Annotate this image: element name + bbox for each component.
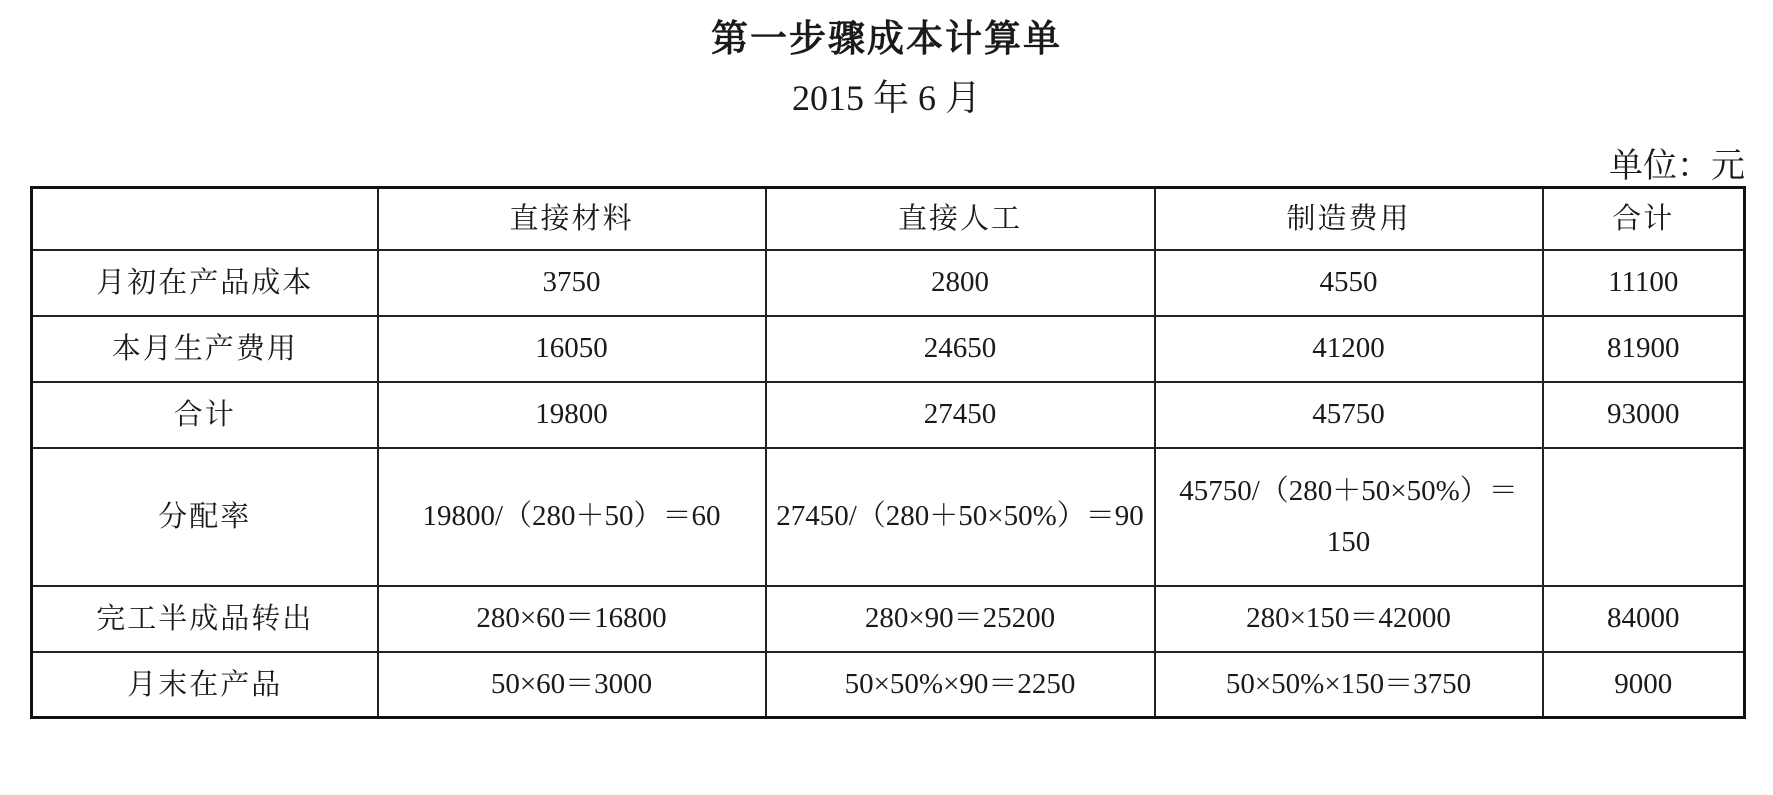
table-row: [32, 382, 1745, 448]
table-row: [32, 316, 1745, 382]
table-cell: 11100: [1543, 250, 1745, 316]
table-cell: 50×50%×90＝2250: [766, 652, 1155, 718]
table-cell: 19800/（280＋50）＝60: [378, 448, 766, 586]
table-cell: 19800: [378, 382, 766, 448]
table-cell: 50×60＝3000: [378, 652, 766, 718]
table-cell: 280×90＝25200: [766, 586, 1155, 652]
table-cell: [1543, 448, 1745, 586]
table-cell: 27450: [766, 382, 1155, 448]
table-cell: 81900: [1543, 316, 1745, 382]
table-cell: 16050: [378, 316, 766, 382]
header-manufacturing-overhead: 制造费用: [1155, 188, 1543, 250]
table-cell: 9000: [1543, 652, 1745, 718]
table-cell: 41200: [1155, 316, 1543, 382]
table-cell: 4550: [1155, 250, 1543, 316]
row-label: 本月生产费用: [32, 316, 378, 382]
document-date: 2015 年 6 月: [791, 78, 981, 118]
row-label: 完工半成品转出: [32, 586, 378, 652]
table-cell: 93000: [1543, 382, 1745, 448]
table-row: [32, 652, 1745, 718]
table-header-row: [32, 188, 1745, 250]
header-direct-labor: 直接人工: [766, 188, 1155, 250]
table-cell: 3750: [378, 250, 766, 316]
table-cell: 24650: [766, 316, 1155, 382]
table-row: [32, 586, 1745, 652]
table-cell: 2800: [766, 250, 1155, 316]
row-label: 分配率: [32, 448, 378, 586]
table-cell: 45750/（280＋50×50%）＝150: [1155, 448, 1543, 586]
table-cell: 280×150＝42000: [1155, 586, 1543, 652]
row-label: 合计: [32, 382, 378, 448]
row-label: 月初在产品成本: [32, 250, 378, 316]
header-cell-blank: [32, 188, 378, 250]
table-cell: 84000: [1543, 586, 1745, 652]
header-total: 合计: [1543, 188, 1745, 250]
table-cell: 27450/（280＋50×50%）＝90: [766, 448, 1155, 586]
table-cell: 45750: [1155, 382, 1543, 448]
unit-label: 单位：元: [1609, 146, 1745, 186]
table-row: [32, 250, 1745, 316]
table-row: [32, 448, 1745, 586]
cost-calculation-table: [30, 186, 1746, 719]
table-cell: 50×50%×150＝3750: [1155, 652, 1543, 718]
table-cell: 280×60＝16800: [378, 586, 766, 652]
document-title: 第一步骤成本计算单: [711, 17, 1062, 60]
header-direct-materials: 直接材料: [378, 188, 766, 250]
row-label: 月末在产品: [32, 652, 378, 718]
